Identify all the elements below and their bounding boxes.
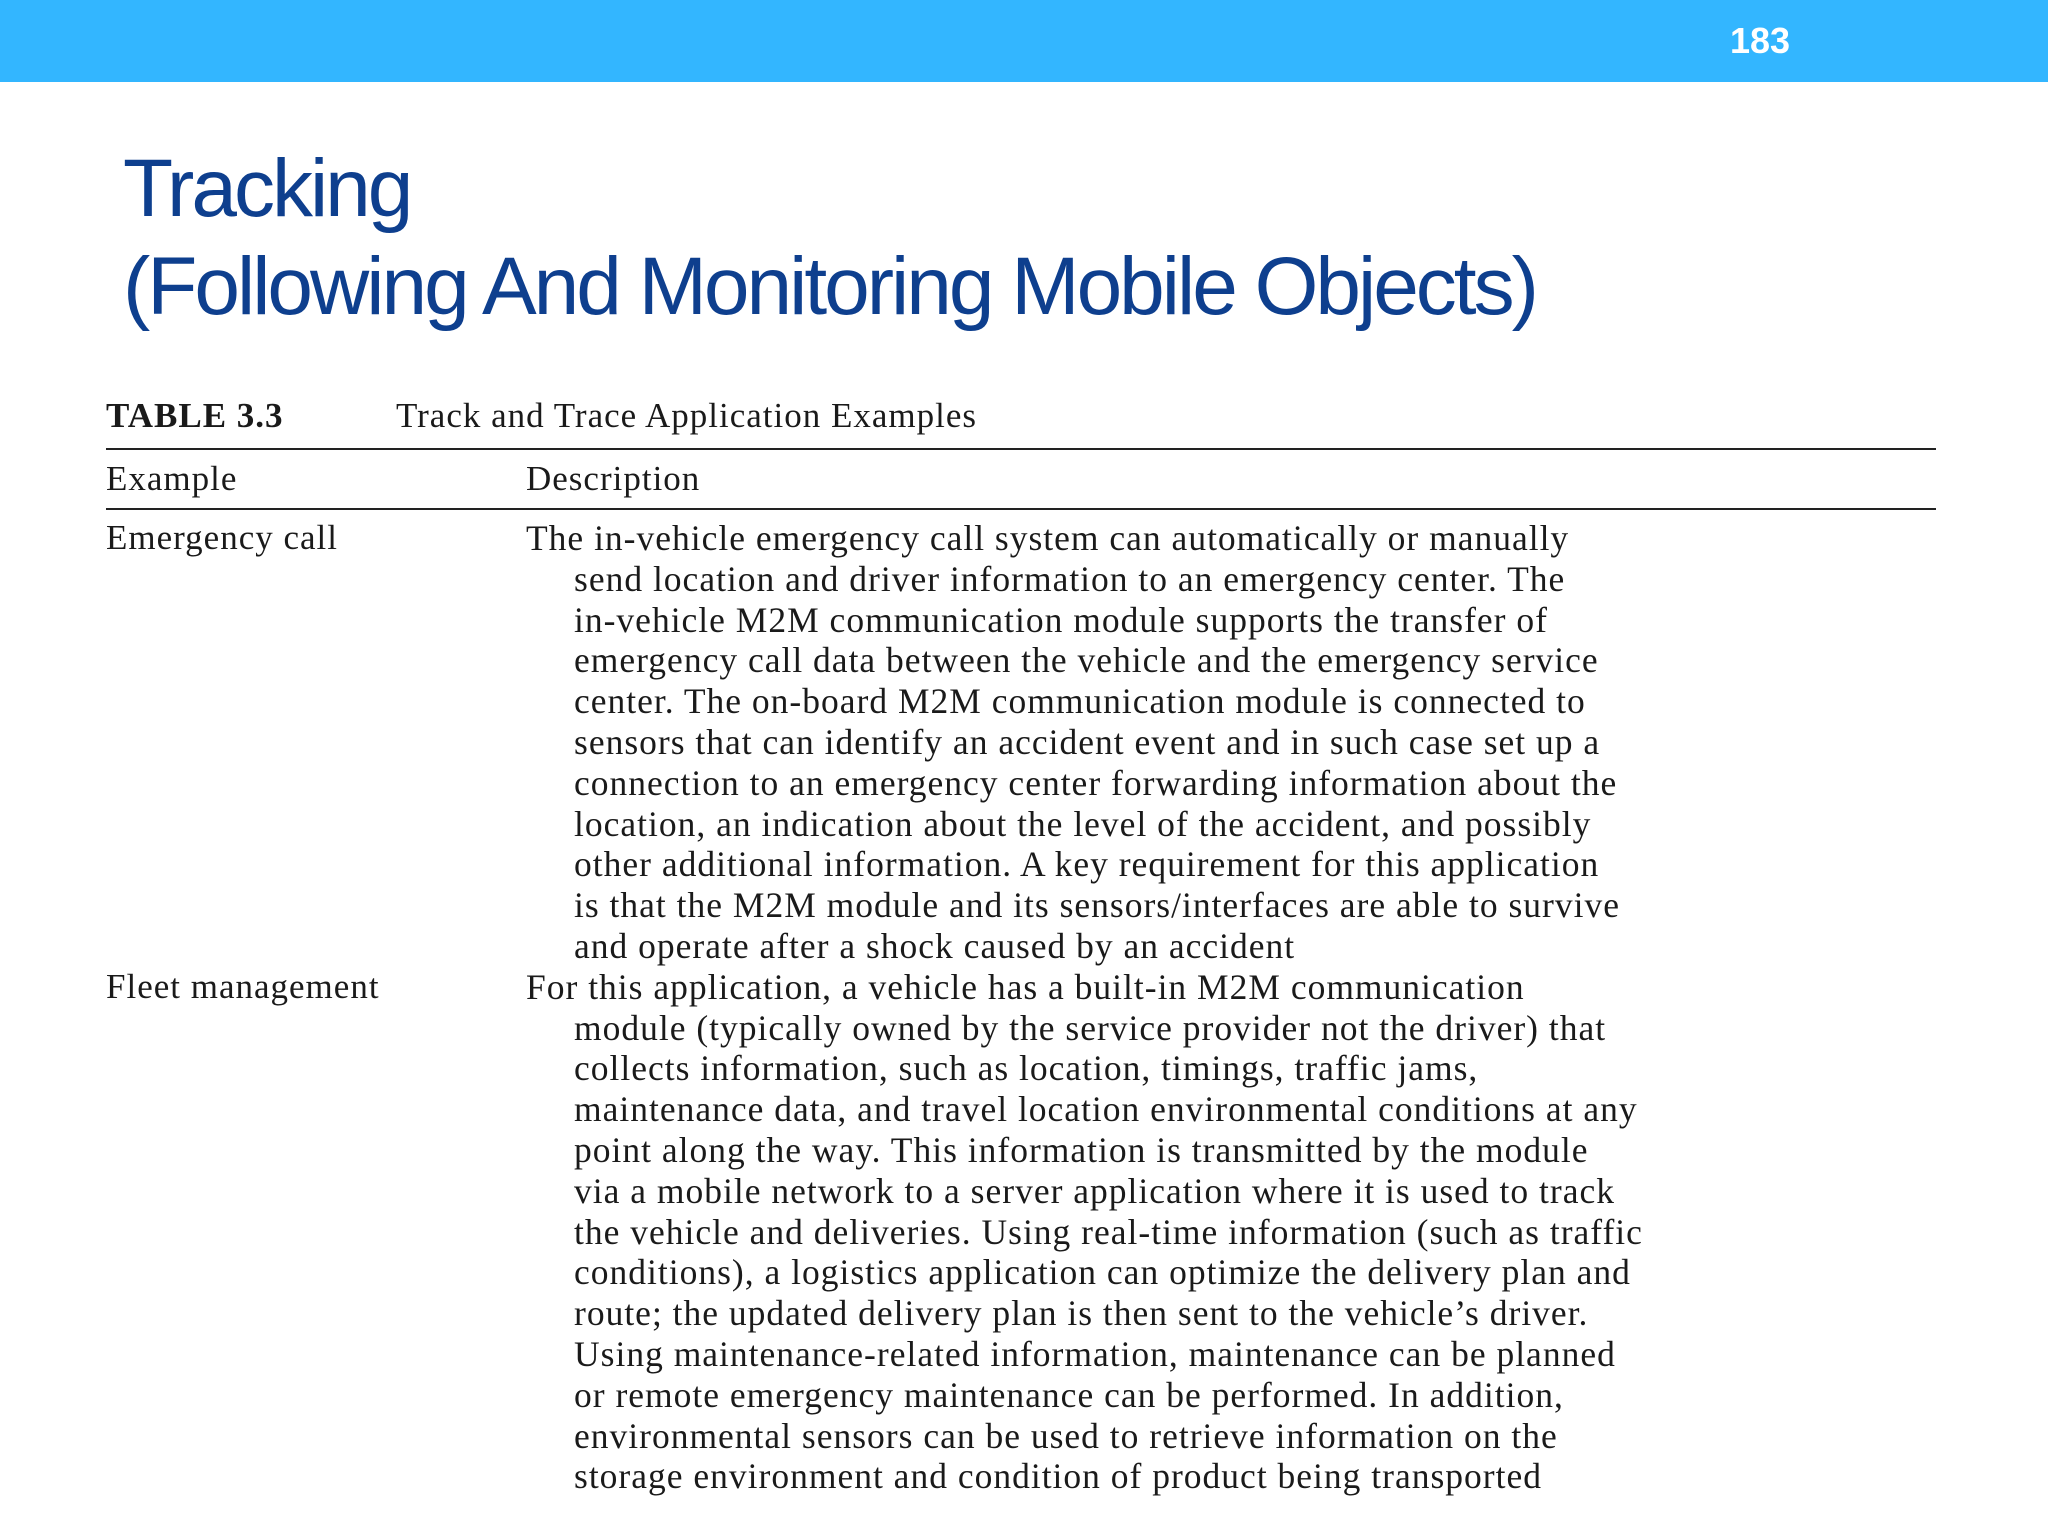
description-line: maintenance data, and travel location environmental conditions at any (574, 1089, 1638, 1130)
table-row (106, 518, 1936, 967)
table-caption-title: Track and Trace Application Examples (396, 396, 978, 435)
page-number: 183 (1729, 20, 1791, 61)
description-line: Using maintenance-related information, maintenance can be planned (574, 1333, 1616, 1374)
description-line: other additional information. A key requirement for this application (574, 844, 1600, 885)
column-header-description: Description (526, 459, 701, 498)
slide-title-line-2: (Following And Monitoring Mobile Objects) (123, 241, 1536, 332)
description-line: conditions), a logistics application can optimize the delivery plan and (574, 1252, 1631, 1293)
table-row (106, 967, 1936, 1497)
description-line: route; the updated delivery plan is then sent to the vehicle’s driver. (574, 1293, 1589, 1334)
top-bar (0, 0, 2048, 82)
description-line: or remote emergency maintenance can be performed. In addition, (574, 1374, 1564, 1415)
description-line: emergency call data between the vehicle and the emergency service (574, 640, 1599, 681)
slide-title-line-1: Tracking (123, 143, 411, 234)
description-line: is that the M2M module and its sensors/interfaces are able to survive (574, 885, 1620, 926)
column-header-example: Example (106, 459, 238, 498)
table-header-row (106, 450, 1936, 508)
description-line: sensors that can identify an accident event and in such case set up a (574, 721, 1601, 762)
row-example: Emergency call (106, 518, 338, 557)
description-line: in-vehicle M2M communication module supports the transfer of (574, 599, 1548, 640)
description-line: storage environment and condition of product being transported (574, 1456, 1542, 1497)
description-line: and operate after a shock caused by an accident (574, 925, 1296, 966)
table-caption (106, 396, 1936, 448)
description-line: environmental sensors can be used to retrieve information on the (574, 1415, 1558, 1456)
description-line: location, an indication about the level of the accident, and possibly (574, 803, 1592, 844)
description-line: module (typically owned by the service provider not the driver) that (574, 1007, 1607, 1048)
description-line: collects information, such as location, timings, traffic jams, (574, 1048, 1479, 1089)
table (106, 396, 1936, 1497)
table-body (106, 510, 1936, 1497)
description-line: point along the way. This information is transmitted by the module (574, 1129, 1589, 1170)
description-line: center. The on-board M2M communication module is connected to (574, 681, 1586, 722)
description-line: connection to an emergency center forwarding information about the (574, 762, 1618, 803)
description-line: The in-vehicle emergency call system can automatically or manually (526, 518, 1570, 558)
row-example: Fleet management (106, 966, 380, 1006)
description-line: send location and driver information to an emergency center. The (574, 558, 1566, 599)
description-line: the vehicle and deliveries. Using real-time information (such as traffic (574, 1211, 1643, 1252)
row-description (526, 967, 1936, 1497)
description-line: For this application, a vehicle has a built-in M2M communication (526, 966, 1525, 1007)
slide-title (123, 140, 1536, 336)
table-caption-number: TABLE 3.3 (106, 396, 284, 435)
description-line: via a mobile network to a server application where it is used to track (574, 1170, 1615, 1211)
row-description (526, 518, 1936, 967)
